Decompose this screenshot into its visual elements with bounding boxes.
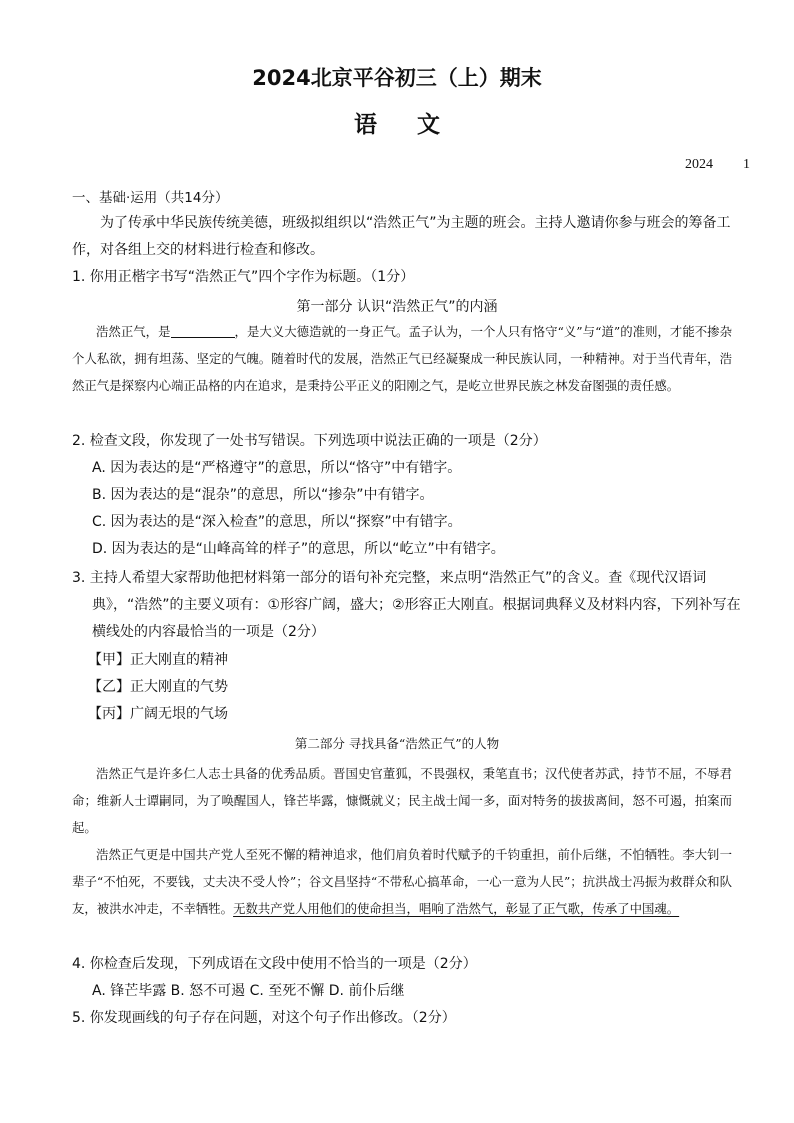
question-2-stem: 2. 检查文段，你发现了一处书写错误。下列选项中说法正确的一项是（2分）: [72, 433, 547, 449]
paragraph-2-text: 浩然正气更是中国共产党人至死不懈的精神追求，他们肩负着时代赋予的千钧重担，前仆后继，不怕牺牲。李大钊一辈子“不怕死，不要钱，丈夫决不受人怜”；谷文昌坚持“不带私心搞革命，一心一意为人民”；抗洪战士冯振为救群众和队友，被洪水冲走，不幸牺牲。: [72, 847, 732, 916]
section-intro: 为了传承中华民族传统美德，班级拟组织以“浩然正气”为主题的班会。主持人邀请你参与班会的筹备工作，对各组上交的材料进行检查和修改。: [72, 215, 731, 258]
fill-blank: [171, 323, 235, 338]
subject-title: 语文: [354, 112, 480, 138]
passage-text-start: 浩然正气，是: [96, 324, 171, 339]
q4-options: A. 锋芒毕露 B. 怒不可遏 C. 至死不懈 D. 前仆后继: [92, 983, 405, 999]
exam-title: 2024北京平谷初三（上）期末: [252, 66, 542, 90]
q2-option-b: B. 因为表达的是“混杂”的意思，所以“掺杂”中有错字。: [92, 487, 434, 503]
question-3-stem: 3. 主持人希望大家帮助他把材料第一部分的语句补充完整，来点明“浩然正气”的含义。查《现代汉语词典》，“浩然”的主要义项有：①形容广阔，盛大；②形容正大刚直。根据词典释义及材料内容，下列补写在横线处的内容最恰当的一项是（2分）: [72, 570, 741, 640]
q3-option-bing: 【丙】广阔无垠的气场: [88, 706, 228, 722]
question-5: 5. 你发现画线的句子存在问题，对这个句子作出修改。（2分）: [72, 1010, 456, 1026]
section-heading: 一、基础·运用（共14分）: [72, 190, 229, 206]
date-year: 2024: [685, 157, 713, 172]
part2-heading: 第二部分 寻找具备“浩然正气”的人物: [294, 736, 500, 751]
q2-option-d: D. 因为表达的是“山峰高耸的样子”的意思，所以“屹立”中有错字。: [92, 541, 505, 557]
q3-option-jia: 【甲】正大刚直的精神: [88, 652, 228, 668]
passage-text-rest: ，是大义大德造就的一身正气。孟子认为，一个人只有恪守“义”与“道”的准则，才能不掺杂个人私欲，拥有坦荡、坚定的气魄。随着时代的发展，浩然正气已经凝聚成一种民族认同，一种精神。对于当代青年，浩然正气是探察内心端正品格的内在追求，是秉持公平正义的阳刚之气，是屹立世界民族之林发奋图强的责任感。: [72, 324, 732, 393]
underlined-sentence: 无数共产党人用他们的使命担当，唱响了浩然气，彰显了正气歌，传承了中国魂。: [233, 901, 680, 916]
question-4-stem: 4. 你检查后发现，下列成语在文段中使用不恰当的一项是（2分）: [72, 956, 477, 972]
q2-option-a: A. 因为表达的是“严格遵守”的意思，所以“恪守”中有错字。: [92, 460, 462, 476]
part1-passage: [72, 318, 732, 399]
part2-paragraph-1: 浩然正气是许多仁人志士具备的优秀品质。晋国史官董狐，不畏强权，秉笔直书；汉代使者苏武，持节不屈，不辱君命；维新人士谭嗣同，为了唤醒国人，锋芒毕露，慷慨就义；民主战士闻一多，面对特务的拔拔离间，怒不可遏，拍案而起。: [72, 766, 732, 835]
q3-option-yi: 【乙】正大刚直的气势: [88, 679, 228, 695]
question-1: 1. 你用正楷字书写“浩然正气”四个字作为标题。（1分）: [72, 269, 415, 285]
date-month: 1: [743, 157, 750, 172]
q2-option-c: C. 因为表达的是“深入检查”的意思，所以“探察”中有错字。: [92, 514, 462, 530]
exam-date: [685, 157, 750, 173]
part2-paragraph-2: [72, 841, 732, 922]
part1-heading: 第一部分 认识“浩然正气”的内涵: [296, 299, 498, 315]
